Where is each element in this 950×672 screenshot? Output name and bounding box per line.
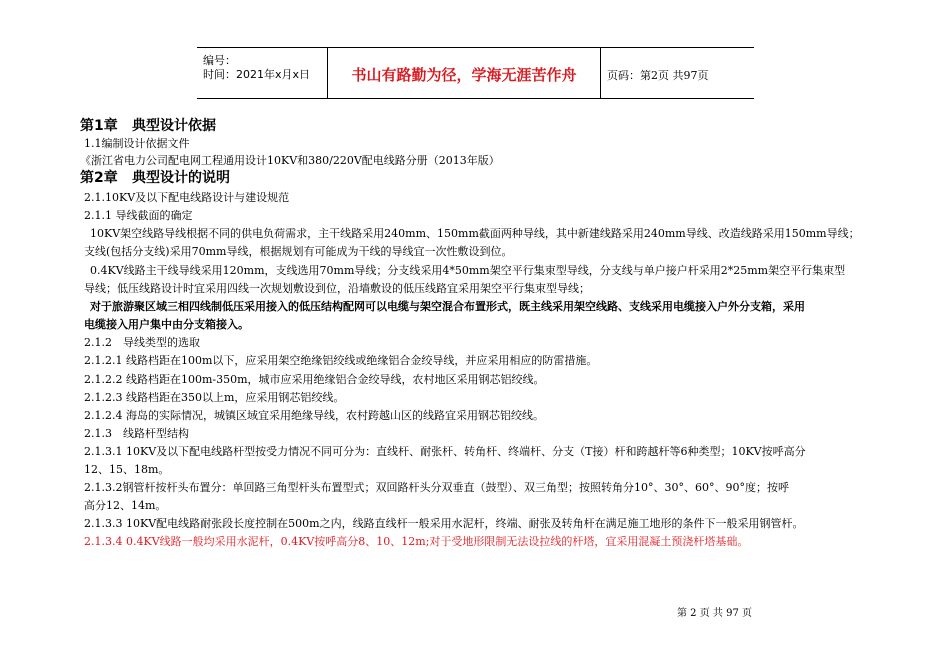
paragraph-1-line-1: 10KV架空线路导线根据不同的供电负荷需求，主干线路采用240mm、150mm截面两种导线，其中新建线路采用240mm导线、改造线路采用150mm导线； <box>90 227 860 240</box>
chapter-1-heading <box>80 119 216 133</box>
section-2-1-2-4: 2.1.2.4 海岛的实际情况，城镇区域宜采用绝缘导线，农村跨越山区的线路宜采用钢芯铝绞线。 <box>84 409 544 422</box>
page-header <box>197 47 754 99</box>
reference-document: 《浙江省电力公司配电网工程通用设计10KV和380/220V配电线路分册（2013年版） <box>80 154 500 167</box>
section-2-1-3-2-line-2: 高分12、14m。 <box>84 499 167 512</box>
chapter-1-number: 第1章 <box>80 118 118 134</box>
paragraph-1-line-2: 支线(包括分支线)采用70mm导线，根据规划有可能成为干线的导线宜一次性敷设到位。 <box>84 245 513 258</box>
section-2-1-3-2-line-1: 2.1.3.2钢管杆按杆头布置分：单回路三角型杆头布置型式；双回路杆头分双垂直（鼓型）、双三角型；按照转角分10°、30°、60°、90°度；按呼 <box>84 481 789 494</box>
section-2-1-1: 2.1.1 导线截面的确定 <box>84 209 193 222</box>
header-page-number: 页码：第2页 共97页 <box>607 69 709 82</box>
section-2-1-3-4: 2.1.3.4 0.4KV线路一般均采用水泥杆，0.4KV按呼高分8、10、12m;对于受地形限制无法设拉线的杆塔，宜采用混凝土预浇杆塔基础。 <box>84 535 749 548</box>
chapter-1-title: 典型设计依据 <box>132 118 216 134</box>
header-page-cell <box>601 48 754 98</box>
section-2-1-2-2: 2.1.2.2 线路档距在100m-350m，城市应采用绝缘铝合金绞导线，农村地区采用钢芯铝绞线。 <box>84 373 545 386</box>
document-time-label: 时间：2021年x月x日 <box>203 68 311 81</box>
section-1-1: 1.1编制设计依据文件 <box>84 137 190 150</box>
section-2-1-2: 2.1.2 导线类型的选取 <box>84 336 200 349</box>
paragraph-3-line-2: 电缆接入用户集中由分支箱接入。 <box>84 318 249 331</box>
section-2-1: 2.1.10KV及以下配电线路设计与建设规范 <box>84 191 290 204</box>
chapter-2-heading <box>80 171 230 185</box>
section-2-1-2-3: 2.1.2.3 线路档距在350以上m，应采用钢芯铝绞线。 <box>84 391 345 404</box>
page-footer-number: 第 2 页 共 97 页 <box>677 608 752 619</box>
section-2-1-2-1: 2.1.2.1 线路档距在100m以下，应采用架空绝缘铝绞线或绝缘铝合金绞导线，并应采用相应的防雷措施。 <box>84 354 598 367</box>
header-motto: 书山有路勤为径，学海无涯苦作舟 <box>351 66 577 84</box>
header-motto-cell <box>328 48 601 98</box>
section-2-1-3: 2.1.3 线路杆型结构 <box>84 427 189 440</box>
section-2-1-3-1-line-1: 2.1.3.1 10KV及以下配电线路杆型按受力情况不同可分为：直线杆、耐张杆、转角杆、终端杆、分支（T接）杆和跨越杆等6种类型；10KV按呼高分 <box>84 445 806 458</box>
chapter-2-title: 典型设计的说明 <box>132 170 230 186</box>
section-2-1-3-1-line-2: 12、15、18m。 <box>84 463 170 476</box>
section-2-1-3-3: 2.1.3.3 10KV配电线路耐张段长度控制在500m之内，线路直线杆一般采用水泥杆，终端、耐张及转角杆在满足施工地形的条件下一般采用钢管杆。 <box>84 517 804 530</box>
header-info-cell <box>197 48 328 98</box>
chapter-2-number: 第2章 <box>80 170 118 186</box>
paragraph-2-line-1: 0.4KV线路主干线导线采用120mm，支线选用70mm导线；分支线采用4*50mm架空平行集束型导线，分支线与单户接户杆采用2*25mm架空平行集束型 <box>90 264 846 277</box>
document-number-label: 编号： <box>203 54 236 67</box>
paragraph-2-line-2: 导线；低压线路设计时宜采用四线一次规划敷设到位，沿墙敷设的低压线路宜采用架空平行集束型导线； <box>84 282 590 295</box>
paragraph-3-line-1: 对于旅游聚区域三相四线制低压采用接入的低压结构配网可以电缆与架空混合布置形式，既主线采用架空线路、支线采用电缆接入户外分支箱，采用 <box>90 300 805 313</box>
